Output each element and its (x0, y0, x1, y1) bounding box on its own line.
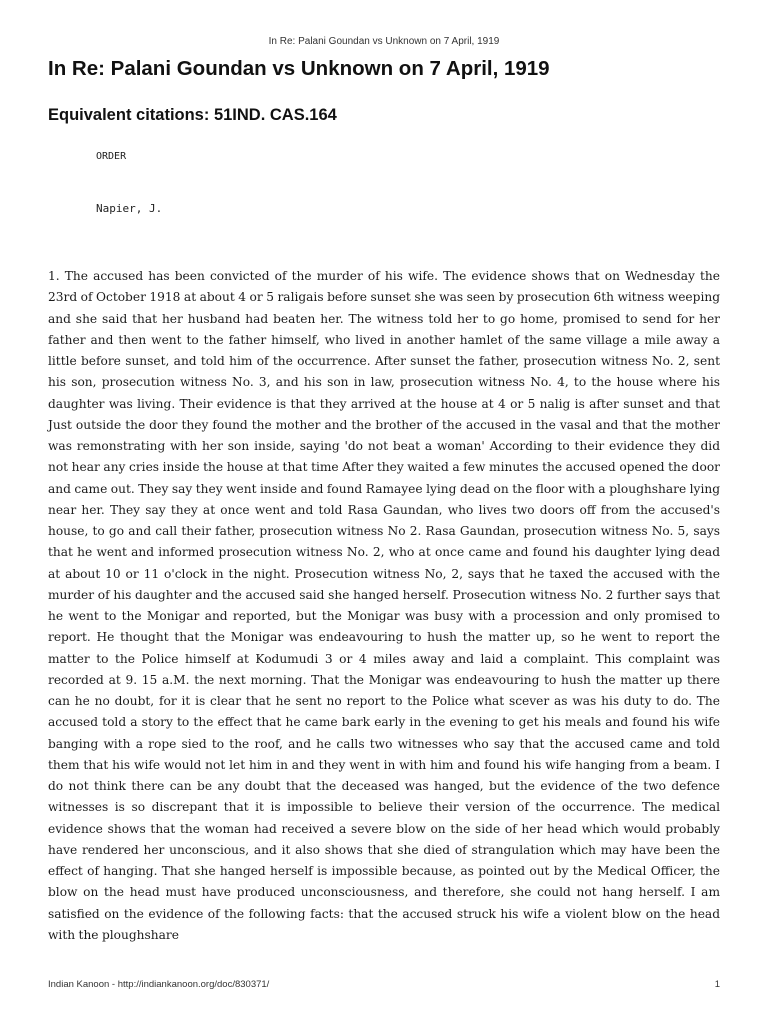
document-title: In Re: Palani Goundan vs Unknown on 7 April, 1919 (48, 57, 550, 80)
equivalent-citations: Equivalent citations: 51IND. CAS.164 (48, 106, 337, 124)
footer-source-link[interactable]: Indian Kanoon - http://indiankanoon.org/doc/830371/ (48, 979, 270, 990)
running-header: In Re: Palani Goundan vs Unknown on 7 April, 1919 (268, 36, 500, 47)
page-number: 1 (714, 979, 720, 990)
order-label: ORDER (96, 151, 127, 162)
judge-name: Napier, J. (96, 202, 163, 215)
judgment-paragraph: 1. The accused has been convicted of the murder of his wife. The evidence shows that on Wednesday the 23rd of October 1918 at about 4 or 5 raligais before sunset she was seen by prosecution 6th witness weeping and she said that her husband had beaten her. The witness told her to go home, promised to send for her father and then went to the father himself, who lived in another hamlet of the same village a mile away a little before sunset, and told him of the occurrence. After sunset the father, prosecution witness No. 2, sent his son, prosecution witness No. 3, and his son in law, prosecution witness No. 4, to the house where his daughter was living. Their evidence is that they arrived at the house at 4 or 5 nalig is after sunset and that Just outside the door they found the mother and the brother of the accused in the vasal and that the mother was remonstrating with her son inside, saying 'do not beat a woman' According to their evidence they did not hear any cries inside the house at that time After they waited a few minutes the accused opened the door and came out. They say they went inside and found Ramayee lying dead on the floor with a ploughshare lying near her. They say they at once went and told Rasa Gaundan, who lives two doors off from the accused's house, to go and call their father, prosecution witness No 2. Rasa Gaundan, prosecution witness No. 5, says that he went and informed prosecution witness No. 2, who at once came and found his daughter lying dead at about 10 or 11 o'clock in the night. Prosecution witness No, 2, says that he taxed the accused with the murder of his daughter and the accused said she hanged herself. Prosecution witness No. 2 further says that he went to the Monigar and reported, but the Monigar was busy with a procession and only promised to report. He thought that the Monigar was endeavouring to hush the matter up, so he went to report the matter to the Police himself at Kodumudi 3 or 4 miles away and laid a complaint. This complaint was recorded at 9. 15 a.M. the next morning. That the Monigar was endeavouring to hush the matter up there can he no doubt, for it is clear that he sent no report to the Police what scever as was his duty to do. The accused told a story to the effect that he came bark early in the evening to get his meals and found his wife banging with a rope sied to the roof, and he calls two witnesses who say that the accused came and told them that his wife would not let him in and they went in with him and found his wife hanging from a beam. I do not think there can be any doubt that the deceased was hanged, but the evidence of the two defence witnesses is so discrepant that it is impossible to believe their version of the occurrence. The medical evidence shows that the woman had received a severe blow on the side of her head which would probably have rendered her unconscious, and it also shows that she died of strangulation which may have been the effect of hanging. That she hanged herself is impossible because, as pointed out by the Medical Officer, the blow on the head must have produced unconsciousness, and therefore, she could not hang herself. I am satisfied on the evidence of the following facts: that the accused struck his wife a violent blow on the head with the ploughshare (48, 269, 720, 942)
